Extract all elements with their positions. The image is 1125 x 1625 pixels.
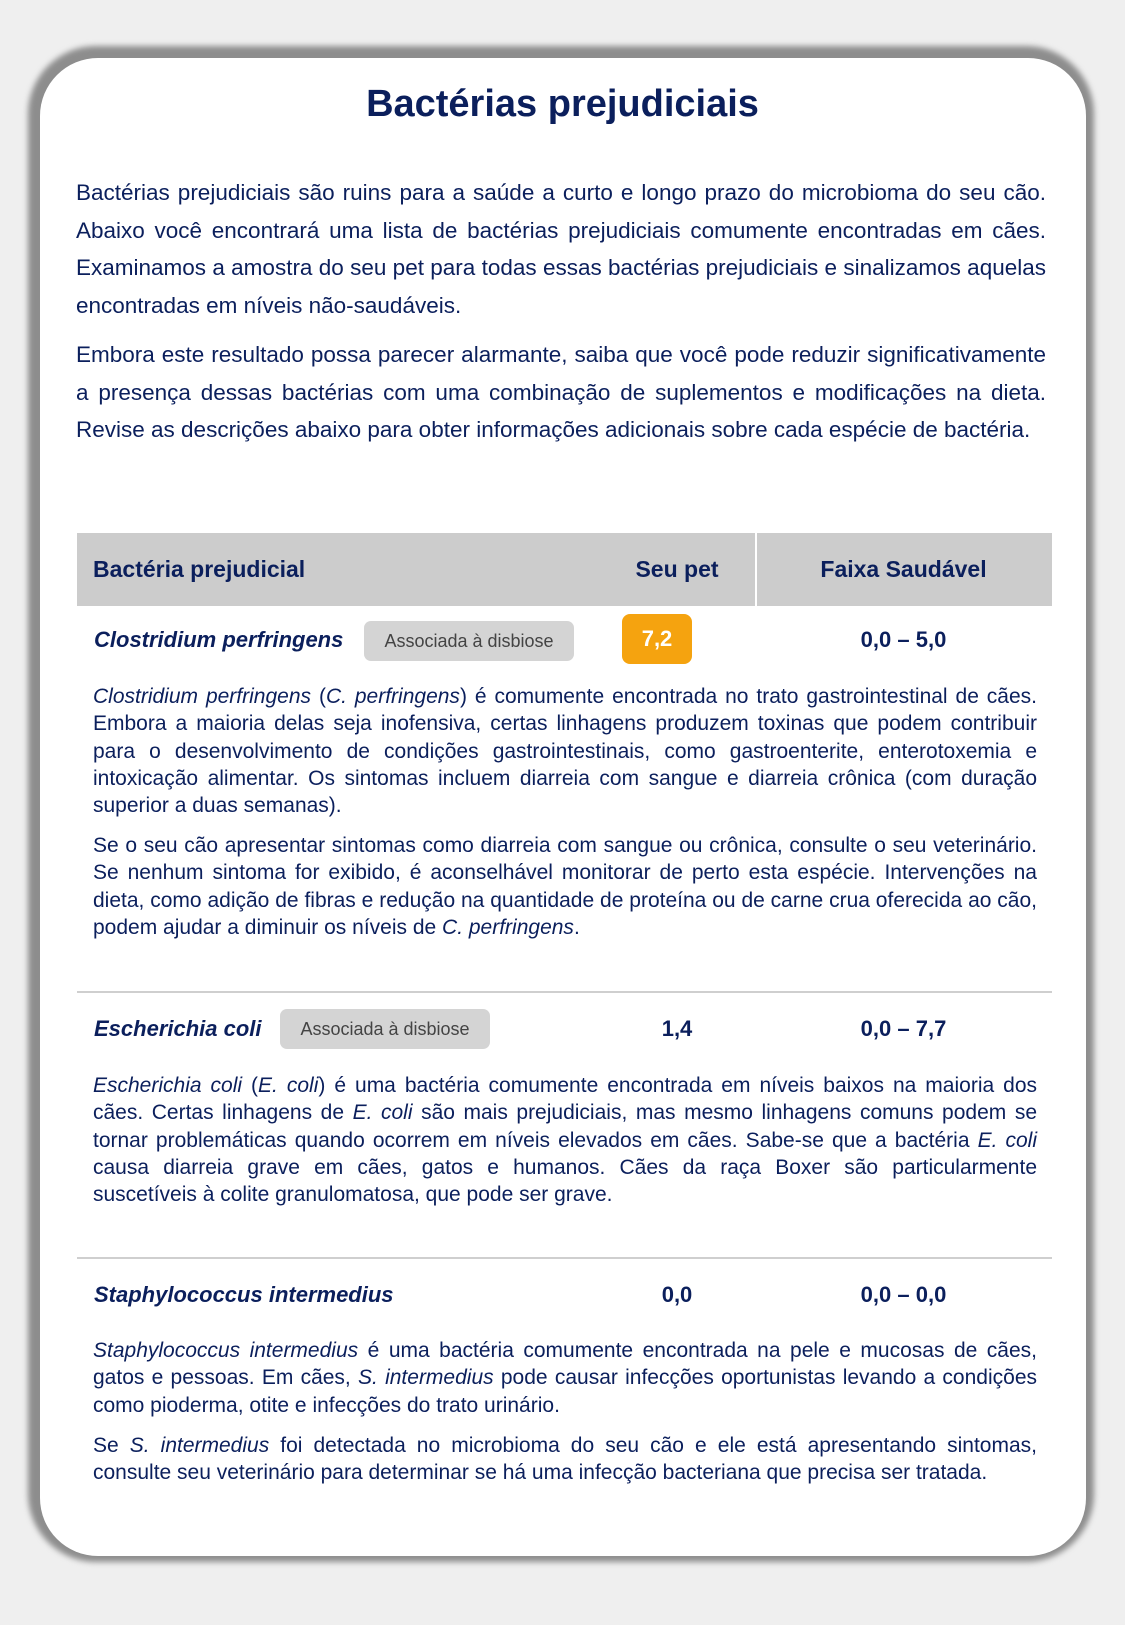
header-bacteria: Bactéria prejudicial — [93, 556, 306, 582]
pet-value: 1,4 — [661, 1016, 693, 1041]
species-abbrev: C. perfringens — [325, 685, 460, 708]
intro-paragraph-2: Embora este resultado possa parecer alarmante, saiba que você pode reduzir significativamente a presença dessas bactérias com uma combinação de suplementos e modificações na dieta. Revise as descrições abaixo para obter informações adicionais sobre cada espécie de bactéria. — [76, 342, 1046, 442]
bacteria-description: Clostridium perfringens (C. perfringens) é comumente encontrada no trato gastrointestinal de cães. Embora a maioria delas seja inofensiva, certas linhagens produzem toxinas que podem contribuir para o desenvolvimento de condições gastrointestinais, como gastroenterite, enterotoxemia e intoxicação alimentar. Os sintomas incluem diarreia com sangue e diarreia crônica (com duração superior a duas semanas). — [93, 685, 1038, 818]
bacteria-description: Staphylococcus intermedius é uma bactéria comumente encontrada na pele e mucosas de cães, gatos e pessoas. Em cães, S. intermedius pode causar infecções oportunistas levando a condições como pioderma, otite e infecções do trato urinário. — [93, 1339, 1038, 1417]
bacteria-name-clostridium: Clostridium perfringens — [94, 627, 344, 652]
healthy-range-value: 0,0 – 0,0 — [860, 1282, 947, 1307]
header-your-pet: Seu pet — [635, 556, 719, 582]
species-name: Clostridium perfringens — [93, 685, 312, 708]
header-healthy-range: Faixa Saudável — [820, 556, 987, 582]
bacteria-recommendation: Se S. intermedius foi detectada no microbioma do seu cão e ele está apresentando sintomas, consulte seu veterinário para determinar se há uma infecção bacteriana que precisa ser tratada. — [93, 1434, 1037, 1485]
intro-paragraph-1: Bactérias prejudiciais são ruins para a saúde a curto e longo prazo do microbioma do seu cão. Abaixo você encontrará uma lista de bactérias prejudiciais comumente encontradas em cães. Examinamos a amostra do seu pet para todas essas bactérias prejudiciais e sinalizamos aquelas encontradas em níveis não-saudáveis. — [76, 180, 1046, 318]
species-abbrev: C. perfringens — [442, 915, 574, 939]
pet-value-flagged: 7,2 — [622, 614, 692, 664]
row-divider — [77, 991, 1052, 993]
page-title: Bactérias prejudiciais — [366, 83, 759, 125]
row-divider — [77, 1257, 1052, 1259]
healthy-range-value: 0,0 – 5,0 — [860, 627, 947, 652]
dysbiosis-badge: Associada à disbiose — [280, 1009, 490, 1049]
table-header — [77, 533, 1052, 606]
bacteria-description: Escherichia coli (E. coli) é uma bactéria comumente encontrada em níveis baixos na maioria dos cães. Certas linhagens de E. coli são mais prejudiciais, mas mesmo linhagens comuns podem se tornar problemáticas quando ocorrem em níveis elevados em cães. Sabe-se que a bactéria E. coli causa diarreia grave em cães, gatos e humanos. Cães da raça Boxer são particularmente suscetíveis à colite granulomatosa, que pode ser grave. — [93, 1074, 1038, 1207]
bacteria-name-ecoli: Escherichia coli — [94, 1016, 262, 1041]
pet-value: 0,0 — [661, 1282, 693, 1307]
healthy-range-value: 0,0 – 7,7 — [860, 1016, 947, 1041]
bacteria-name-staphylococcus: Staphylococcus intermedius — [94, 1282, 394, 1307]
bacteria-recommendation: Se o seu cão apresentar sintomas como diarreia com sangue ou crônica, consulte o seu veterinário. Se nenhum sintoma for exibido, é aconselhável monitorar de perto esta espécie. Intervenções na dieta, como adição de fibras e redução na quantidade de proteína ou de carne crua oferecida ao cão, podem ajudar a diminuir os níveis de C. perfringens. — [93, 834, 1037, 939]
dysbiosis-badge: Associada à disbiose — [364, 621, 574, 661]
